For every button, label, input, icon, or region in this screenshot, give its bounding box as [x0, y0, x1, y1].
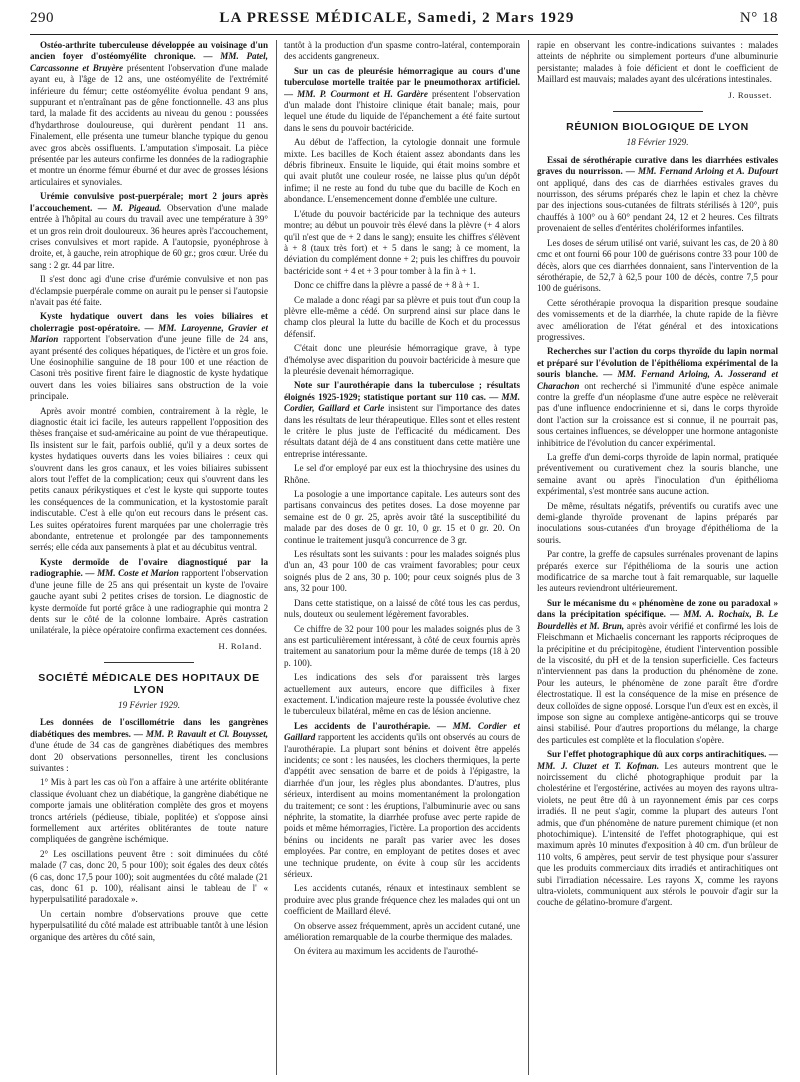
article-paragraph	[30, 557, 268, 637]
body-paragraph: Les indications des sels d'or paraissent très larges actuellement aux auteurs, encore que difficiles à fixer exactement. L'indication majeure reste la poussée évolutive chez le tuberculeux bilatéral, même en cas de lésion ancienne.	[284, 672, 520, 717]
author-signature: J. Rousset.	[728, 89, 772, 100]
article-heading: Kyste dermoïde de l'ovaire diagnostiqué par la radiographie.	[30, 556, 268, 579]
article-paragraph	[284, 380, 520, 460]
article-heading: Sur un cas de pleurésie hémorragique au cours d'une tuberculose mortelle traitée par le pneumothorax artificiel.	[284, 65, 520, 88]
article-paragraph	[30, 311, 268, 402]
article-authors: — M. Pigeaud.	[97, 202, 162, 213]
body-paragraph: Par contre, la greffe de capsules surrénales provenant de lapins préparés exerce sur l'épithélioma de la souris une action modificatrice de sa marche tout à fait remarquable, sur laquelle les auteurs reviendront ultérieurement.	[537, 549, 778, 594]
section-date: 18 Février 1929.	[626, 137, 689, 148]
body-paragraph: Cette sérothérapie provoqua la disparition presque soudaine des vomissements et de la diarrhée, la chute rapide de la fièvre avec amélioration de l'état général et des intoxications progressives.	[537, 297, 778, 342]
article-authors: — MM. Coste et Marion	[85, 568, 179, 579]
section-rule	[613, 111, 703, 112]
article-heading: Essai de sérothérapie curative dans les diarrhées estivales graves du nourrisson.	[537, 154, 778, 177]
article-text: rapportent l'observation d'une jeune fille de 24 ans, ayant présenté des coliques hépatiques, de l'ictère et un gros foie. Une éosinophilie sanguine de 18 pour 100 et une réaction de Casoni très positive firent faire le diagnostic de kyste hydatique ouvert dans les voies biliaires sans obstruction de la voie principale.	[30, 334, 268, 402]
column-divider	[528, 40, 529, 1075]
article-paragraph	[537, 749, 778, 909]
body-paragraph: La greffe d'un demi-corps thyroïde de lapin normal, pratiquée préventivement ou curativement chez la souris blanche, une semaine avant ou après l'inoculation d'un épithélioma expérimental, s'est montrée sans aucune action.	[537, 452, 778, 497]
continued-paragraph: rapie en observant les contre-indications suivantes : malades atteints de néphrite ou simplement porteurs d'une albuminurie persistante; malades à foie déficient et dont le coefficient de Maillard est mauvais; malades ayant des ulcérations intestinales.	[537, 40, 778, 85]
article-paragraph	[537, 346, 778, 449]
article-text: présentent l'observation d'une malade ayant eu, à l'âge de 12 ans, une ostéomyélite de l'extrémité inférieure du fémur; cette ostéomyélite évolua pendant 9 ans, suppurant et n'entraînant pas de gêne fonctionnelle. 43 ans plus tard, la malade fit des accidents au niveau du genou : poussées d'hydarthrose douloureuse, qui durèrent pendant 11 ans. Finalement, elle présenta une tumeur blanche typique du genou avec gros abcès ossifluents. L'amputation s'imposait. La pièce présentée par les auteurs confirme les données de la radiographie et montre un énorme fémur éburné et dur avec de grosses lésions articulaires et synoviales.	[30, 62, 268, 187]
page-number: 290	[30, 10, 54, 26]
body-paragraph: De même, résultats négatifs, préventifs ou curatifs avec une demi-glande thyroïde provenant de lapins préparés par inoculations sous-cutanées d'un broyage d'épithélioma de la souris.	[537, 500, 778, 545]
article-text: présentent l'observation d'un malade dont l'histoire clinique était banale; mais, pour lequel une étude du liquide de l'épanchement a été faite surtout dans le sens du pouvoir bactéricide.	[284, 88, 520, 133]
article-paragraph	[30, 40, 268, 188]
article-text: après avoir vérifié et confirmé les lois de Fleischmann et Michaelis concernant les rapports réciproques de la précipitine et du précipitogène, étudient l'intervention possible de la viscosité, du pH et de la tension superficielle. Ces facteurs n'interviennent pas dans la production du phénomène de zone. Pour les auteurs, le phénomène de zone paraît être d'ordre électrostatique. Il est la conséquence de la mise en présence de deux colloïdes de signe opposé. Lorsque l'un d'eux est en excès, il impose son signe au complexe antigène-anticorps qui se trouve ainsi stabilisé. Pour d'autres proportions du mélange, la charge des particules est complète et la floculation s'opère.	[537, 620, 778, 745]
article-heading: Les accidents de l'aurothérapie.	[294, 720, 431, 731]
article-heading: Recherches sur l'action du corps thyroïde du lapin normal et préparé sur l'évolution de l'épithélioma expérimental de la souris blanche.	[537, 346, 778, 380]
column-3	[537, 40, 778, 1080]
journal-title: LA PRESSE MÉDICALE, Samedi, 2 Mars 1929	[219, 10, 575, 26]
article-text: Observation d'une malade entrée à l'hôpital au cours du travail avec une température à 39° et un gros rein droit douloureux. 36 heures après l'accouchement, crises convulsives et mort rapide. A l'autopsie, pyonéphrose à droite, et, à gauche, rein atrophique de 60 gr.; gros cœur. Urée du sang : 2 gr. 44 par litre.	[30, 202, 268, 270]
article-heading: Les données de l'oscillométrie dans les gangrènes diabétiques des membres.	[30, 717, 268, 739]
article-text: rapportent l'observation d'une jeune fille de 25 ans qui présentait un kyste de l'ovaire gauche ayant subi 2 petites crises de torsion. Le diagnostic de kyste dermoïde fut porté grâce à une radiographie qui montra 2 dents sur le côté de la colonne lombaire. Après castration unilatérale, la pièce opératoire confirma exactement ces données.	[30, 568, 268, 636]
article-text: ont recherché si l'immunité d'une espèce animale contre la greffe d'un néoplasme d'une autre espèce ne relèverait pas d'une influence endocrinienne et si, dans le corps thyroïde dont l'action sur la croissance est si connue, il ne pourrait pas, sous certaines influences, se développer une hormone antagoniste inhibitrice de l'évolution du cancer expérimental.	[537, 380, 778, 448]
article-heading: Note sur l'aurothérapie dans la tuberculose ; résultats éloignés 1925-1929; statistique portant sur 110 cas.	[284, 380, 520, 402]
article-authors: — MM. Cordier et Gaillard	[284, 720, 520, 743]
article-authors: — MM. P. Ravault et Cl. Bouysset,	[133, 728, 268, 739]
body-paragraph: La posologie a une importance capitale. Les auteurs sont des partisans convaincus des petites doses. La dose moyenne par semaine est de 0 gr. 25, après avoir tâté la susceptibilité du malade par des doses de 0 gr. 10, 0 gr. 15 et 0 gr. 20. On continue le traitement jusqu'à concurrence de 3 gr.	[284, 489, 520, 545]
running-header	[30, 10, 778, 32]
article-authors: — MM. Cordier, Gaillard et Carle	[284, 391, 520, 414]
body-paragraph: Un certain nombre d'observations prouve que cette hyperpulsatilité du côté malade est attribuable tantôt à une lésion organique des artères du côté sain,	[30, 908, 268, 942]
body-paragraph: Ce chiffre de 32 pour 100 pour les malades soignés plus de 3 ans est particulièrement intéressant, à côté de ceux fournis après traitement au sanatorium pour la même durée de temps (18 à 20 p. 100).	[284, 623, 520, 668]
article-authors: — MM. Fernand Arloing et A. Dufourt	[625, 166, 778, 177]
article-authors: — MM. Patel, Carcassonne et Bruyère	[30, 51, 268, 73]
continued-paragraph: tantôt à la production d'un spasme contro-latéral, contemporain des accidents gangreneux.	[284, 40, 520, 62]
header-rule	[30, 34, 778, 35]
article-authors: — MM. J. Cluzet et T. Kofman.	[537, 749, 778, 771]
body-paragraph: On évitera au maximum les accidents de l'aurothé-	[294, 946, 479, 957]
body-paragraph: 2° Les oscillations peuvent être : soit diminuées du côté malade (7 cas, donc 20, 5 pour 100); soit égales des deux côtés (6 cas, donc 17,5 pour 100); soit augmentées du côté malade (21 cas, donc 61 p. 100), réalisant ainsi le tableau de l' « hyperpulsatilité paradoxale ».	[30, 848, 268, 905]
body-paragraph: Donc ce chiffre dans la plèvre a passé de + 8 à + 1.	[294, 280, 480, 291]
article-heading: Ostéo-arthrite tuberculeuse développée au voisinage d'un ancien foyer d'ostéomyélite chronique.	[30, 40, 268, 62]
article-text: rapportent les accidents qu'ils ont observés au cours de l'aurothérapie. La plupart sont bénins et doivent être appelés incidents; ce sont : les nausées, les clochers thermiques, la perte d'appétit avec sensation de barre et de poids à l'épigastre, la diarrhée d'un jour, les règles plus abondantes. D'autres, plus sérieux, interdisent au moins momentanément la prolongation du traitement; ce sont : les éruptions, l'albuminurie avec ou sans néphrite, la stomatite, la diarrhée profuse avec perte rapide de poids et même hémorragies, l'ictère. La proportion des accidents bénins ou incidents ne paraît pas varier avec les doses employées. Par contre, en employant de petites doses et avec une technique prudente, on évite à coup sûr les accidents sérieux.	[284, 732, 520, 880]
article-text: d'une étude de 34 cas de gangrènes diabétiques des membres dont 20 observations personnelles, tirent les conclusions suivantes :	[30, 740, 268, 773]
article-authors: — MM. A. Rochaix, B. Le Bourdellès et M. Brun,	[537, 609, 778, 631]
body-paragraph: Il s'est donc agi d'une crise d'urémie convulsive et non pas d'éclampsie puerpérale comme on aurait pu le penser si l'autopsie n'avait pas été faite.	[30, 274, 268, 307]
article-heading: Urémie convulsive post-puerpérale; mort 2 jours après l'accouchement.	[30, 191, 268, 213]
article-text: insistent sur l'importance des dates dans les résultats de leur thérapeutique. Elles sont et elles restent le critère le plus juste de l'efficacité du médicament. Des résultats datant déjà de 4 ans constituent dans cette matière une entreprise intéressante.	[284, 403, 520, 459]
body-paragraph: Les accidents cutanés, rénaux et intestinaux semblent se produire avec plus grande fréquence chez les malades qui ont un coefficient de Maillard élevé.	[284, 883, 520, 917]
body-paragraph: Ce malade a donc réagi par sa plèvre et puis tout d'un coup la plèvre elle-même a cédé. On surprend ainsi sur place dans le champ clos pleural la lutte du bacille de Koch et du processus défensif.	[284, 294, 520, 339]
article-paragraph	[537, 155, 778, 235]
body-paragraph: C'était donc une pleurésie hémorragique grave, à type d'hémolyse avec disparition du pouvoir bactéricide à mesure que la pleurésie devenait hémorragique.	[284, 343, 520, 376]
column-divider	[276, 40, 277, 1075]
body-paragraph: Dans cette statistique, on a laissé de côté tous les cas perdus, nuls, douteux ou seulement légèrement favorables.	[284, 597, 520, 620]
column-2	[284, 40, 520, 1080]
section-rule	[104, 662, 194, 663]
article-paragraph	[537, 598, 778, 746]
column-1	[30, 40, 268, 1080]
article-text: ont appliqué, dans des cas de diarrhées estivales graves du nourrisson, des sérums préparés chez le lapin et chez la chèvre par des injections sous-cutanées de filtrats stérilisés à 120°, puis chauffés à 100° ou à 60° pendant 24, 12 et 2 heures. Ces filtrats provenaient de selles d'entérites cholériformes infantiles.	[537, 177, 778, 234]
body-paragraph: On observe assez fréquemment, après un accident cutané, une amélioration remarquable de la courbe thermique des malades.	[284, 920, 520, 943]
article-authors: — MM. Fernand Arloing, A. Josserand et Charachon	[537, 369, 778, 391]
body-paragraph: Le sel d'or employé par eux est la thiochrysine des usines du Rhône.	[284, 463, 520, 485]
article-paragraph	[284, 721, 520, 881]
issue-number: N° 18	[739, 10, 778, 26]
section-title: SOCIÉTÉ MÉDICALE DES HOPITAUX DE LYON	[38, 672, 260, 696]
section-title: RÉUNION BIOLOGIQUE DE LYON	[566, 121, 749, 134]
article-paragraph	[30, 191, 268, 271]
article-paragraph	[284, 66, 520, 134]
article-heading: Kyste hydatique ouvert dans les voies biliaires et cholerragie post-opératoire.	[30, 311, 268, 333]
author-signature: H. Roland.	[218, 640, 262, 651]
section-date: 19 Février 1929.	[117, 699, 180, 710]
article-heading: Sur le mécanisme du « phénomène de zone ou paradoxal » dans la précipitation spécifique.	[537, 597, 778, 620]
article-authors: — MM. P. Courmont et H. Gardère	[284, 88, 428, 99]
body-paragraph: L'étude du pouvoir bactéricide par la technique des auteurs montre; au début un pouvoir très élevé dans la plèvre (+ 4 alors qu'il n'est que de + 2 dans le sang); ensuite les chiffres s'élèvent à + 8 (taux très fort) et + 5 dans le sang; à ce moment, la déviation du complément donne + 2; puis les chiffres du pouvoir bactéricide sont + 4 et + 3 pour tomber à la fin à + 1.	[284, 208, 520, 276]
body-paragraph: Au début de l'affection, la cytologie donnait une formule mixte. Les bacilles de Koch étaient assez abondants dans les débris fibrineux. Ensuite le liquide, qui était moins sombre et qui avait plutôt une couleur rosée, ne laisse plus qu'un dépôt infime; il ne reste au fond du tube que du bacille de Koch en abondance. L'ensemencement donne d'emblée une culture.	[284, 137, 520, 205]
body-paragraph: Les doses de sérum utilisé ont varié, suivant les cas, de 20 à 80 cmc et ont fourni 66 pour 100 de guérisons contre 33 pour 100 de décès, alors que ces diarrhées donnaient, sans l'intervention de la sérothérapie, de 52,7 à 62,5 pour 100 de décès, contre 7,5 pour 100 de guérisons.	[537, 237, 778, 294]
body-paragraph: Les résultats sont les suivants : pour les malades soignés plus d'un an, 43 pour 100 de cas vraiment favorables; pour ceux soignés plus de 2 ans, 30 p. 100; pour ceux soignés plus de 3 ans, 32 pour 100.	[284, 549, 520, 594]
article-heading: Sur l'effet photographique dû aux corps antirachitiques.	[547, 749, 767, 760]
body-paragraph: Après avoir montré combien, contrairement à la règle, le diagnostic était ici facile, les auteurs rappellent l'opposition des thèses française et sud-américaine au point de vue thérapeutique. Ils insistent sur le fait, parfois oublié, qu'il y a deux sortes de kystes hydatiques ouverts dans les voies biliaires : ceux qui s'ouvrent dans les gros canaux, et les voies biliaires subissent alors tout l'effet de la complication; ceux qui s'ouvrent dans les petits canaux périkystiques et c'est le kyste qui supporte toutes les conséquences de la communication, et la kystostomie paraît indiscutable. C'est à elle qu'on eut recours dans le présent cas. Les suites opératoires furent marquées par une cholerragie très abondante, entretenue et prolongée par des tamponnements serrés; elle céda aux pansements à plat et au décubitus ventral.	[30, 405, 268, 553]
body-paragraph: 1° Mis à part les cas où l'on a affaire à une artérite oblitérante classique évoluant chez un diabétique, la gangrène diabétique ne comporte jamais une oblitération complète des gros et moyens troncs artériels (pédieuse, tibiale, poplitée) et s'oppose ainsi formellement aux artérites oblitérantes de toute nature compliquées de gangrène ischémique.	[30, 777, 268, 845]
article-paragraph	[30, 717, 268, 774]
article-authors: — MM. Laroyenne, Gravier et Marion	[30, 322, 268, 345]
article-text: Les auteurs montrent que le noircissement du cliché photographique produit par la cholestérine et l'ergostérine, activées au moyen des rayons ultra-violets, ne peut être dû à un rayonnement émis par ces corps irradiés. Il ne peut s'agir, comme la plupart des auteurs l'ont admis, que d'un phénomène de nature purement chimique (et non photochimique). L'intensité de l'effet photographique, qui est maximum après 10 minutes d'exposition à 40 cm. d'un brûleur de 110 volts, 6 ampères, peut servir de test physique pour s'assurer que les produits commerciaux dits irradiés et antirachitiques ont subi l'irradiation nécessaire. Les rayons X, comme les rayons ultra-violets, communiquent aux stérols le pouvoir d'agir sur la couche de gélatino-bromure d'argent.	[537, 760, 778, 908]
